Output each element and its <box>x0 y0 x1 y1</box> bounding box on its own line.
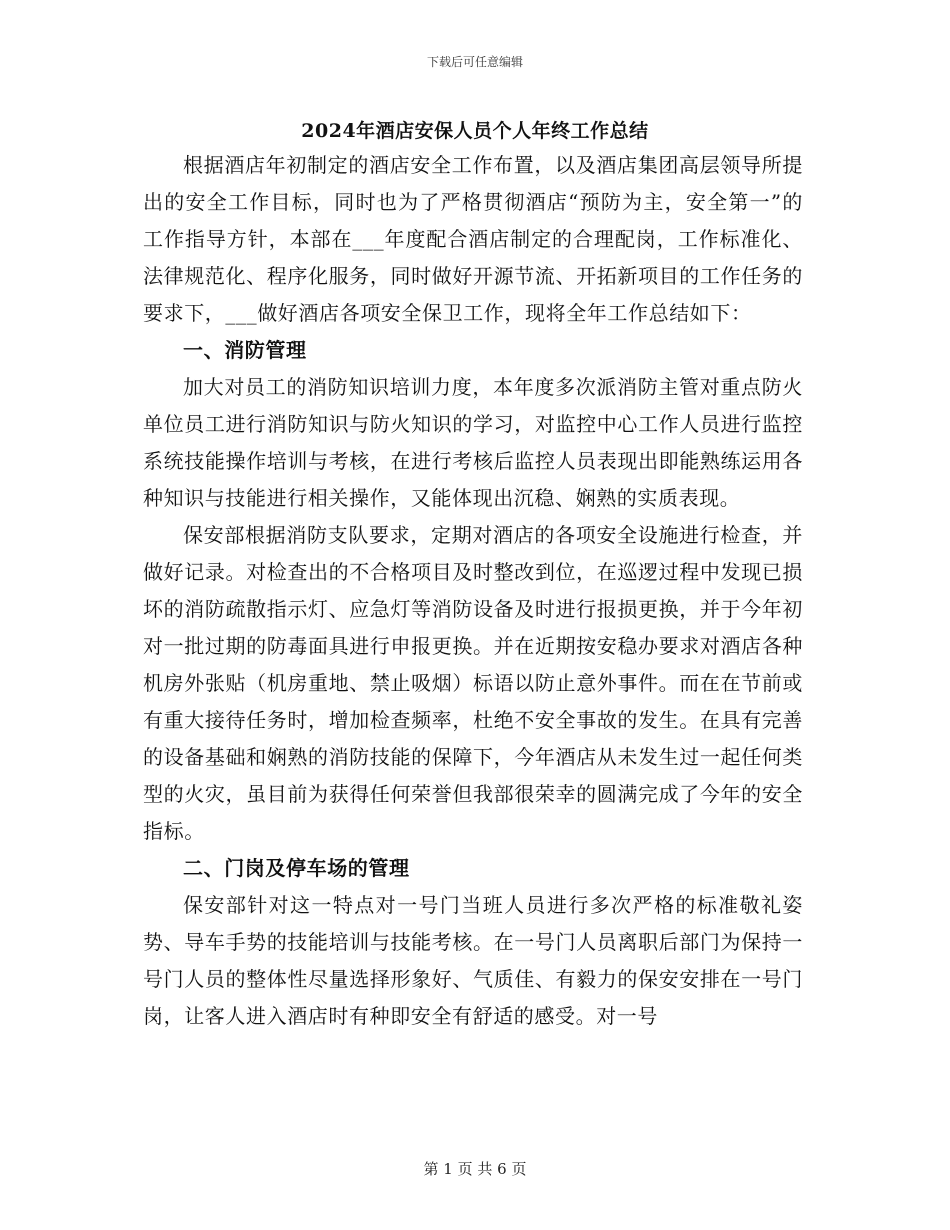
section-heading-gate-parking: 二、门岗及停车场的管理 <box>183 856 410 880</box>
page-number-footer: 第 1 页 共 6 页 <box>423 1160 527 1178</box>
section-heading-fire-management: 一、消防管理 <box>183 338 307 362</box>
fire-management-paragraph-1: 加大对员工的消防知识培训力度，本年度多次派消防主管对重点防火单位员工进行消防知识与防火知识的学习，对监控中心工作人员进行监控系统技能操作培训与考核，在进行考核后监控人员表现出即能熟练运用各种知识与技能进行相关操作，又能体现出沉稳、娴熟的实质表现。 <box>143 375 803 510</box>
fire-management-paragraph-2: 保安部根据消防支队要求，定期对酒店的各项安全设施进行检查，并做好记录。对检查出的不合格项目及时整改到位，在巡逻过程中发现已损坏的消防疏散指示灯、应急灯等消防设备及时进行报损更换，并于今年初对一批过期的防毒面具进行申报更换。并在近期按安稳办要求对酒店各种机房外张贴（机房重地、禁止吸烟）标语以防止意外事件。而在在节前或有重大接待任务时，增加检查频率，杜绝不安全事故的发生。在具有完善的设备基础和娴熟的消防技能的保障下，今年酒店从未发生过一起任何类型的火灾，虽目前为获得任何荣誉但我部很荣幸的圆满完成了今年的安全指标。 <box>143 523 803 843</box>
page-header-note: 下载后可任意编辑 <box>426 55 523 69</box>
intro-paragraph: 根据酒店年初制定的酒店安全工作布置，以及酒店集团高层领导所提出的安全工作目标，同时也为了严格贯彻酒店“预防为主，安全第一”的工作指导方针，本部在___年度配合酒店制定的合理配岗，工作标准化、法律规范化、程序化服务，同时做好开源节流、开拓新项目的工作任务的要求下，___做好酒店各项安全保卫工作，现将全年工作总结如下： <box>143 153 803 325</box>
document-title: 2024年酒店安保人员个人年终工作总结 <box>301 120 649 142</box>
document-body <box>143 147 803 1035</box>
gate-parking-paragraph-1: 保安部针对这一特点对一号门当班人员进行多次严格的标准敬礼姿势、导车手势的技能培训与技能考核。在一号门人员离职后部门为保持一号门人员的整体性尽量选择形象好、气质佳、有毅力的保安安排在一号门岗，让客人进入酒店时有种即安全有舒适的感受。对一号 <box>143 893 803 1028</box>
